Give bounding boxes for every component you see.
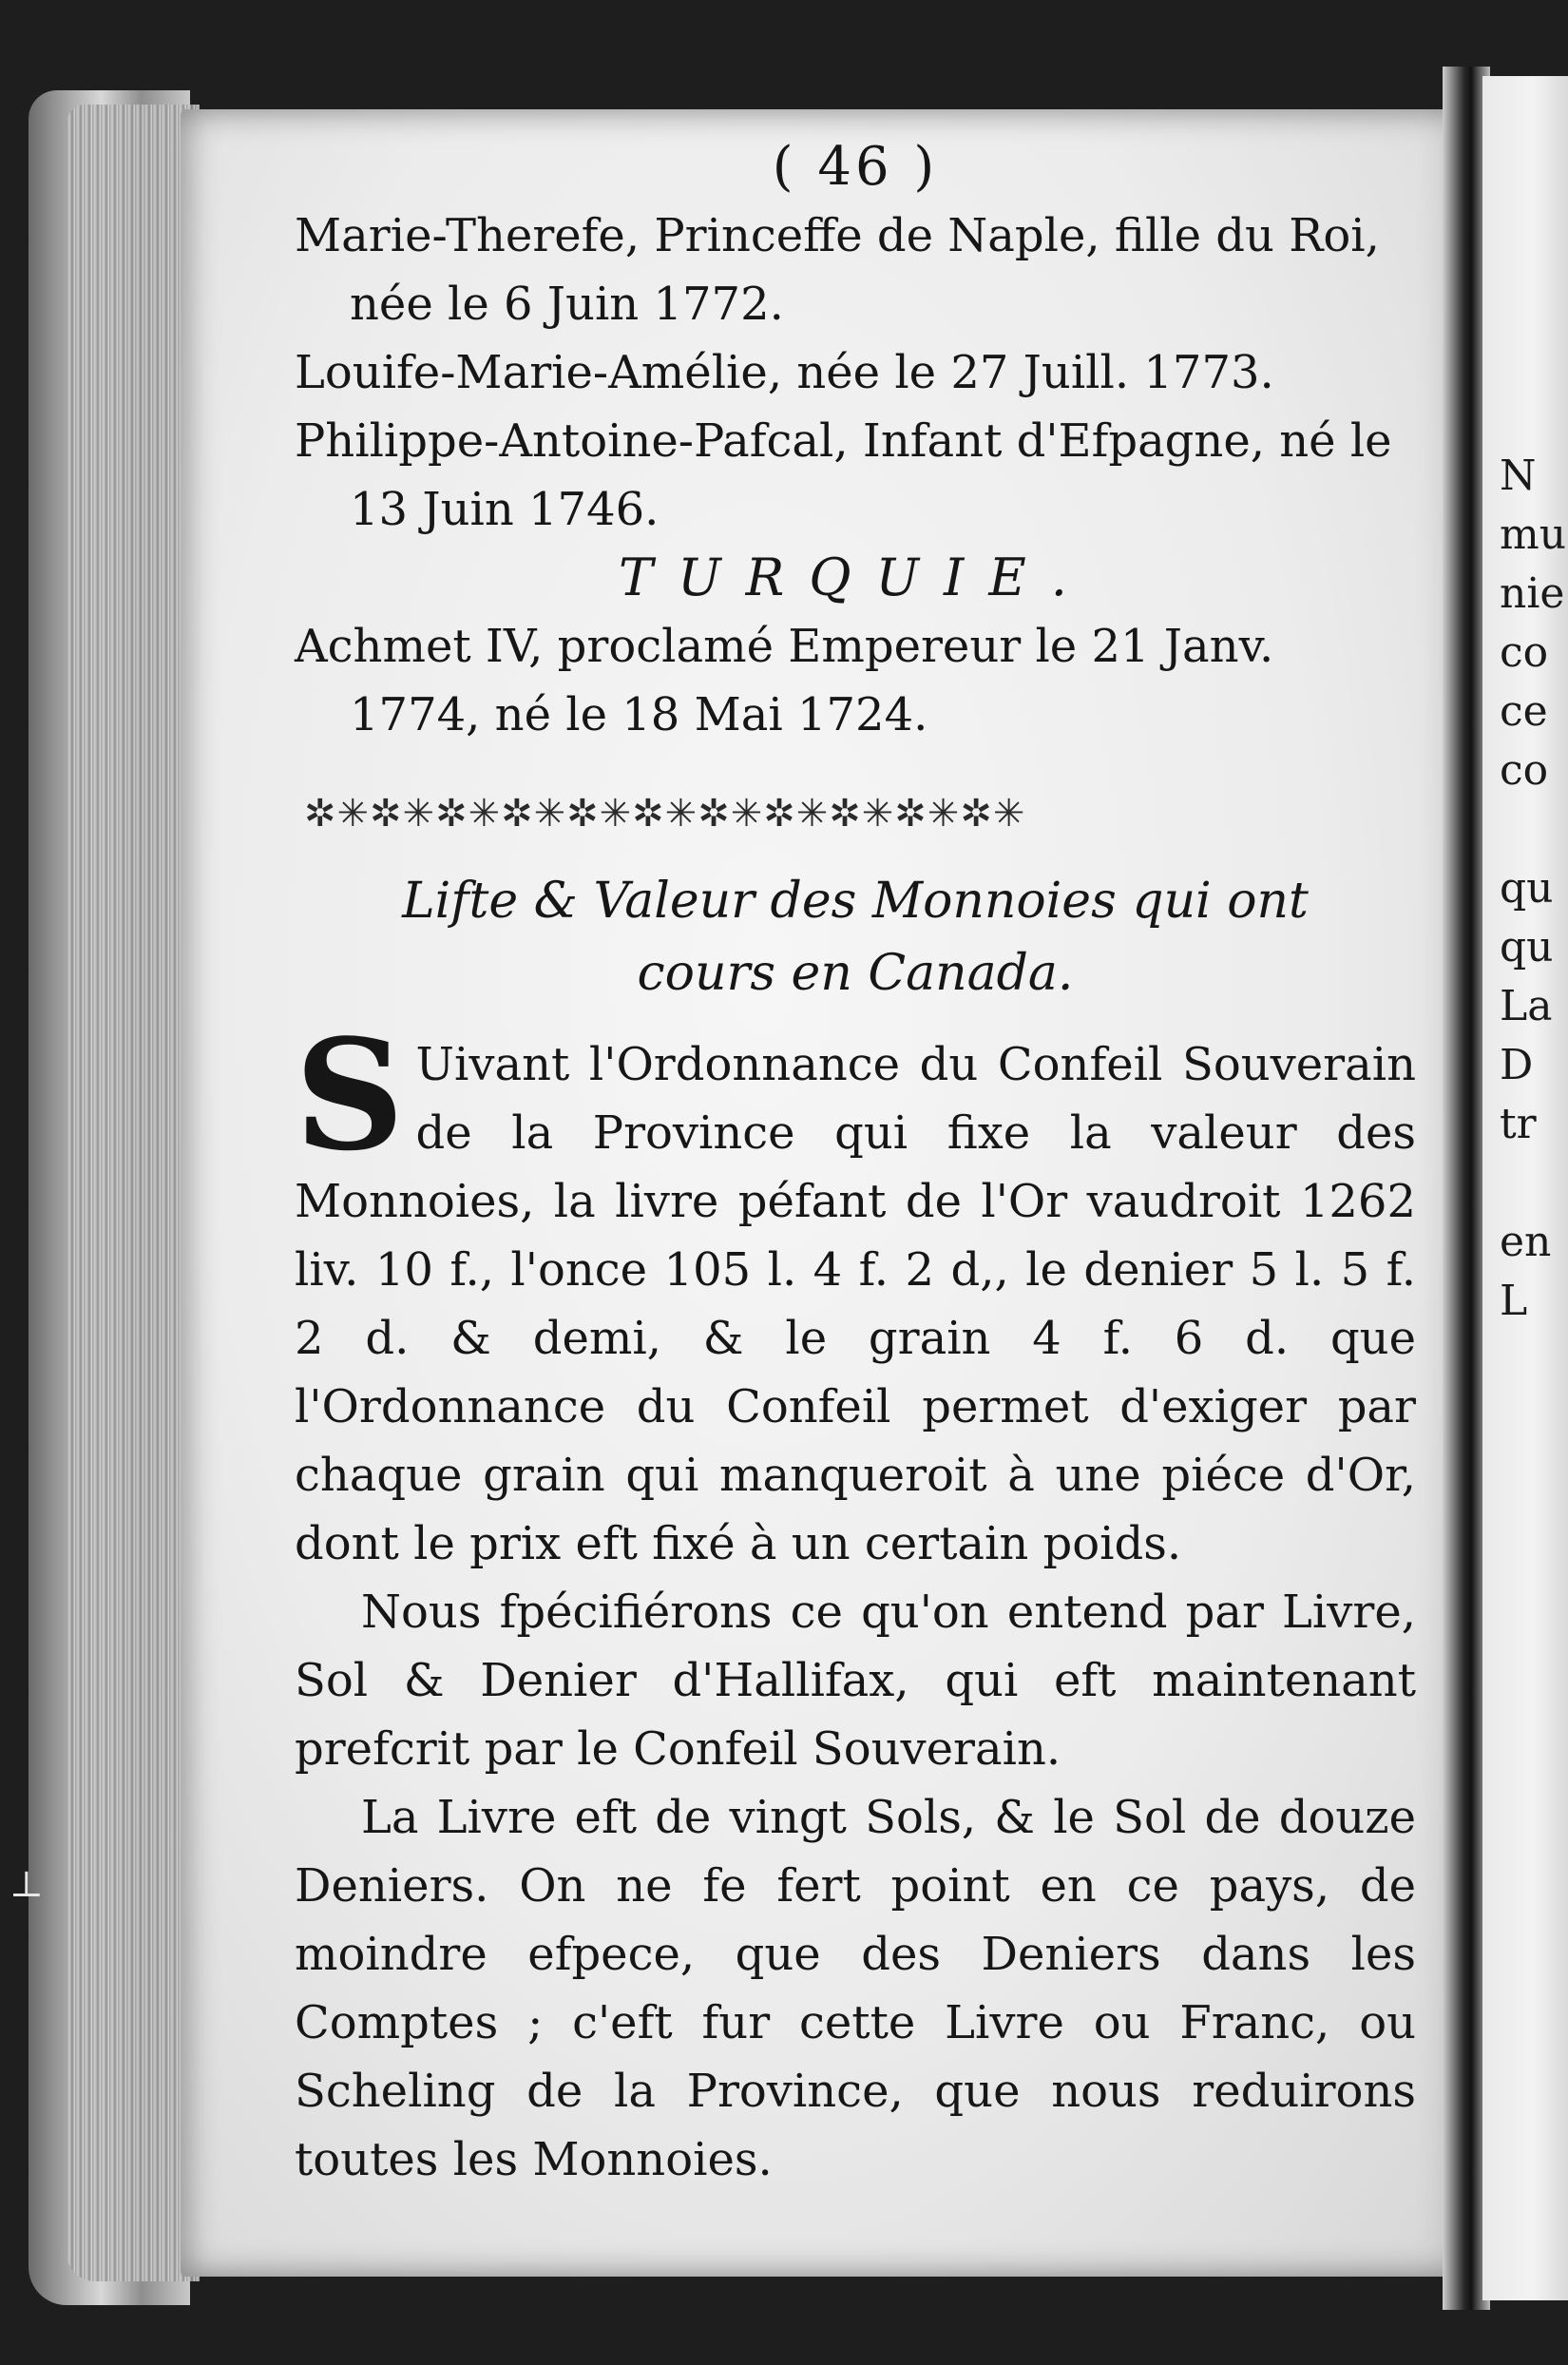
facing-page-text: N mu nie co ce co qu qu La D tr en L: [1500, 452, 1567, 1325]
entry-louise-marie: Louife-Marie-Amélie, née le 27 Juill. 1773.: [295, 346, 1274, 399]
entry-philippe: Philippe-Antoine-Pafcal, Infant d'Efpagne, né le 13 Juin 1746.: [295, 414, 1392, 536]
paragraph-2: Nous fpécifiérons ce qu'on entend par Livre, Sol & Denier d'Hallifax, qui eft maintenant prefcrit par le Confeil Souverain.: [295, 1586, 1416, 1776]
drop-cap: S: [295, 1006, 405, 1184]
margin-mark: ⊥: [10, 1863, 44, 1905]
paragraph-3: La Livre eft de vingt Sols, & le Sol de douze Deniers. On ne fe fert point en ce pays, de moindre efpece, que des Deniers dans les Comptes ; c'eft fur cette Livre ou Franc, ou Scheling de la Province, que nous reduirons toutes les Monnoies.: [295, 1791, 1416, 2186]
page-text: [295, 133, 1416, 2194]
entry-achmet: Achmet IV, proclamé Empereur le 21 Janv. 1774, né le 18 Mai 1724.: [295, 620, 1274, 741]
page-edges: [67, 105, 200, 2281]
entry-marie-therese: Marie-Therefe, Princeffe de Naple, fille du Roi, née le 6 Juin 1772.: [295, 209, 1380, 331]
paragraph-1: [295, 1006, 1416, 1578]
paragraph-1-text: Uivant l'Ordonnance du Confeil Souverain de la Province qui fixe la valeur des Monnoies, la livre péfant de l'Or vaudroit 1262 liv. 10 f., l'once 105 l. 4 f. 2 d,, le denier 5 l. 5 f. 2 d. & demi, & le grain 4 f. 6 d. que l'Ordonnance du Confeil permet d'exiger par chaque grain qui manqueroit à une piéce d'Or, dont le prix eft fixé à un certain poids.: [295, 1038, 1416, 1570]
title-line-2: cours en Canada.: [637, 945, 1074, 1002]
section-title: [295, 865, 1416, 1009]
section-heading: TURQUIE.: [619, 548, 1092, 607]
title-line-1: Lifte & Valeur des Monnoies qui ont: [402, 873, 1309, 930]
ornament-divider: ✲✳✲✳✲✳✲✳✲✳✲✳✲✳✲✳✲✳✲✳✲✳: [304, 792, 1026, 836]
page-number: ( 46 ): [772, 136, 939, 198]
